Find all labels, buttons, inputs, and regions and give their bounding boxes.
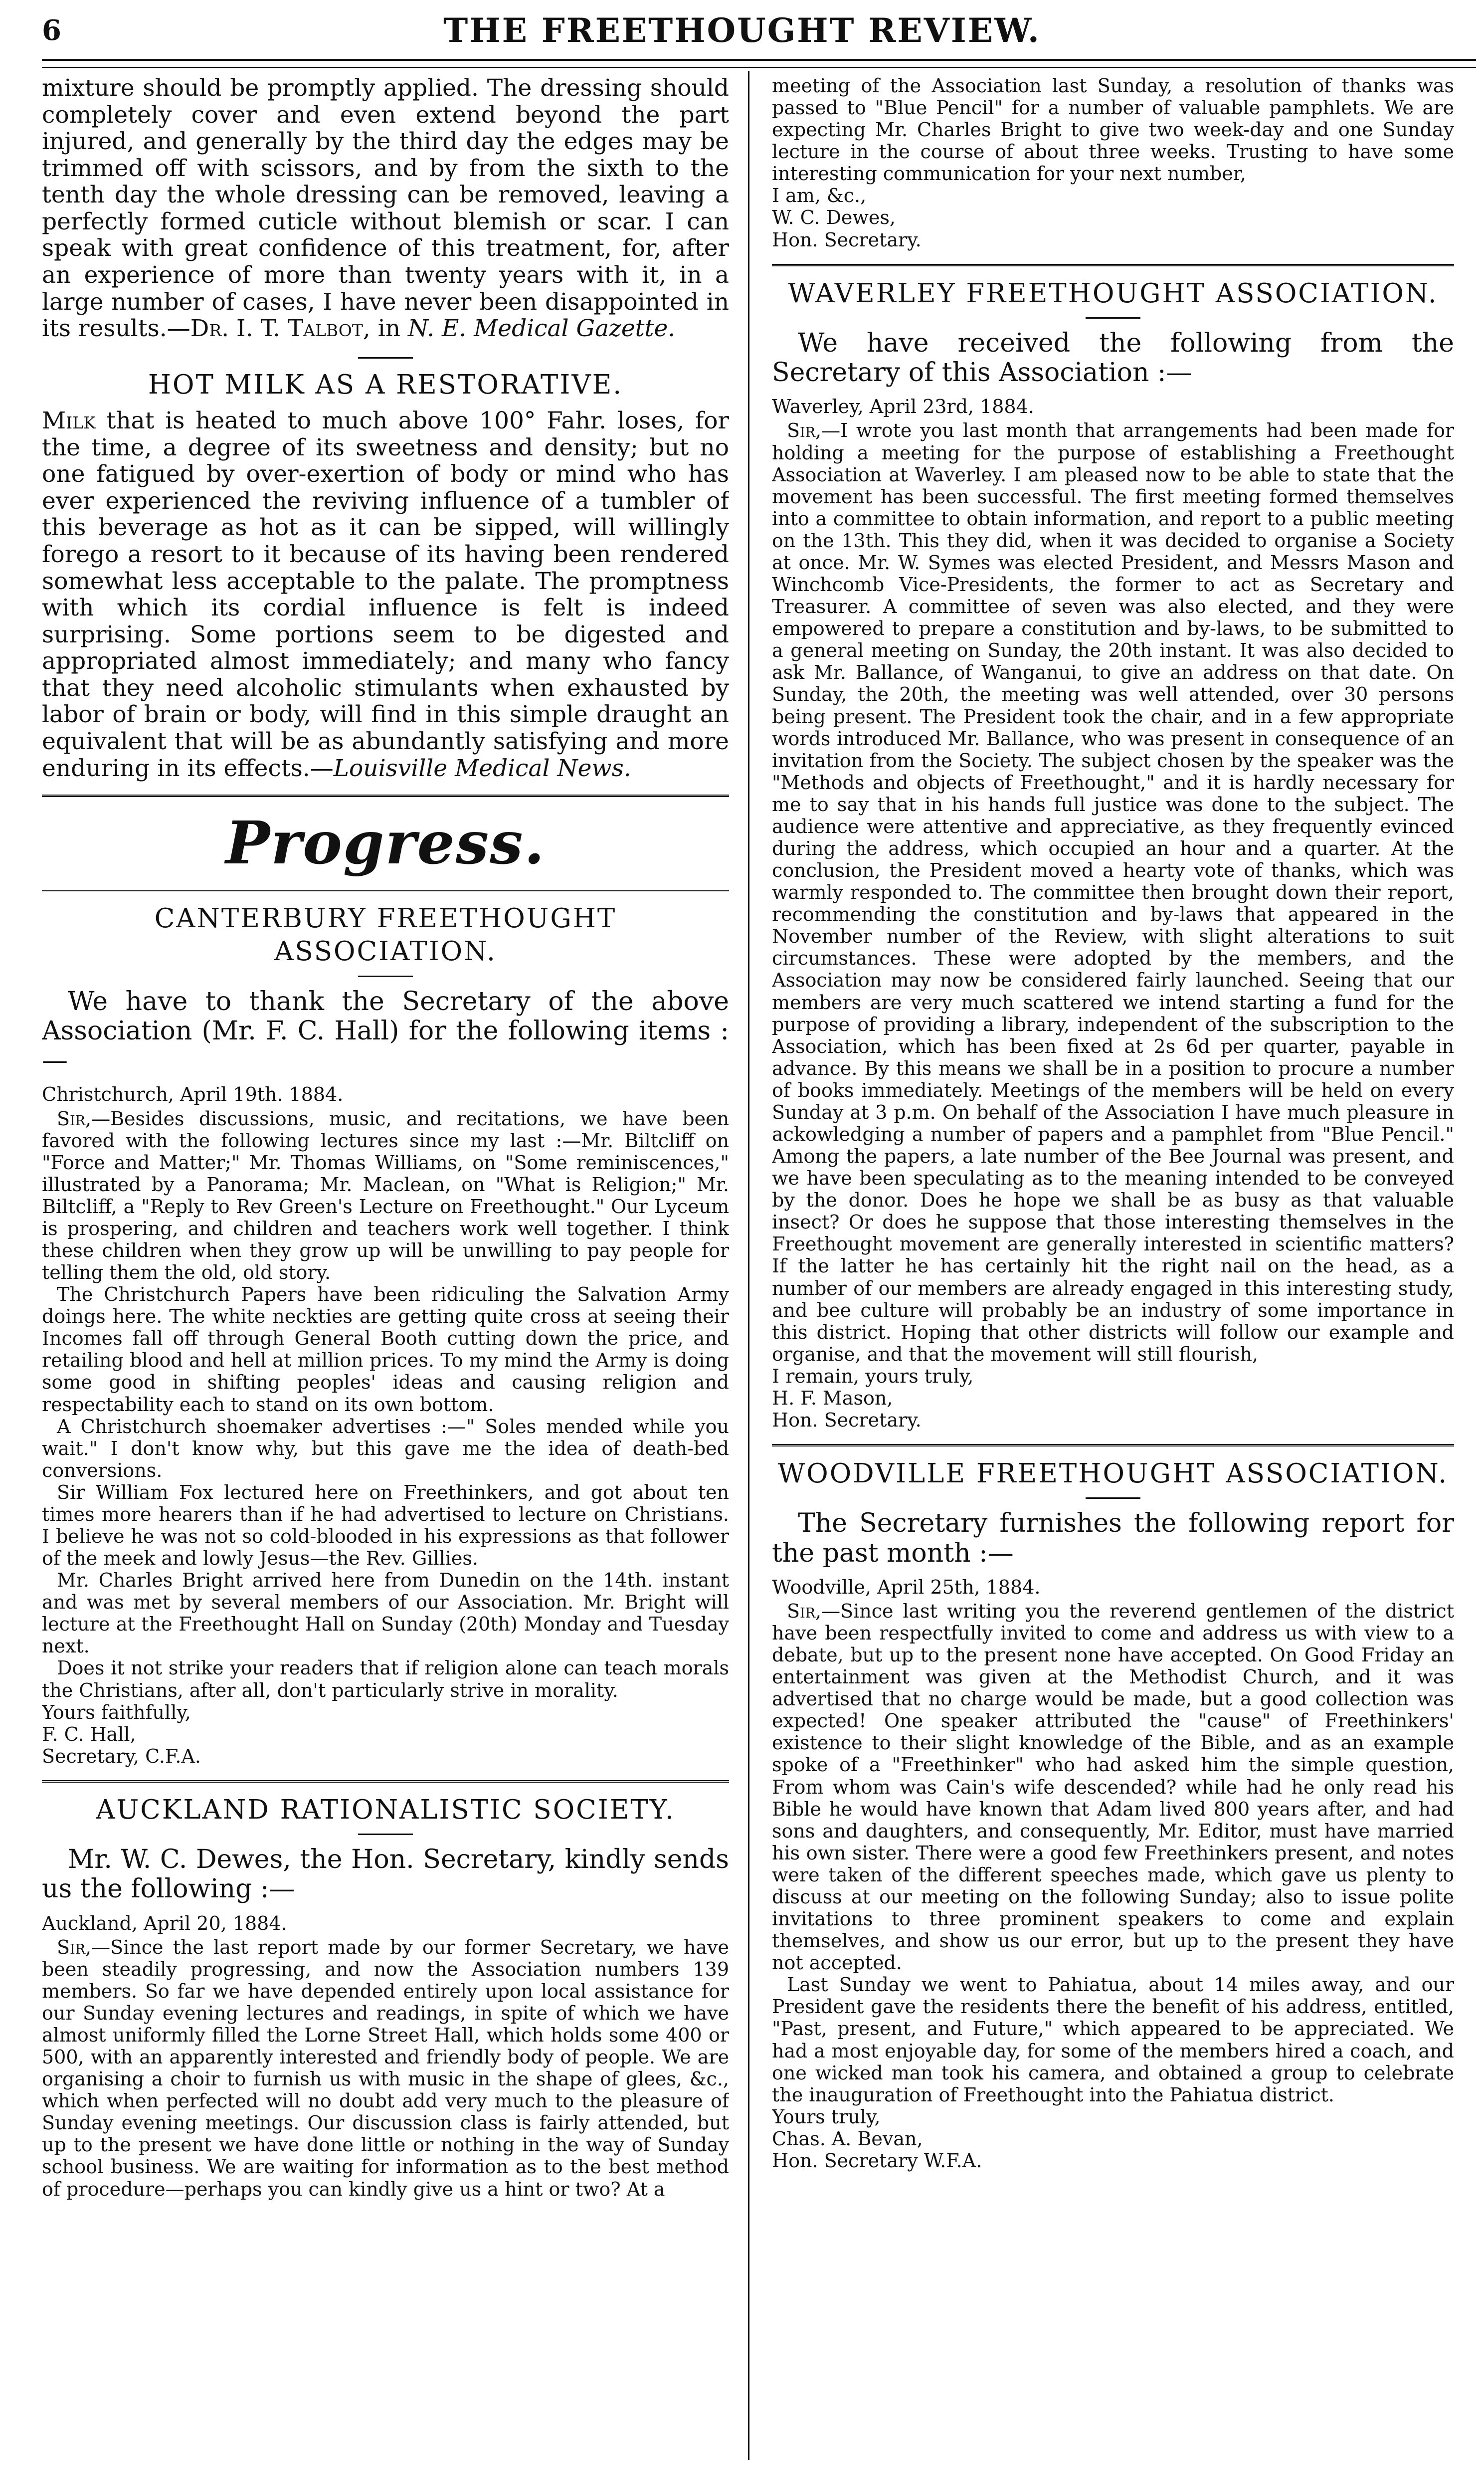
auckland-closing: I am, &c., xyxy=(772,185,867,207)
auckland-letter-continued xyxy=(772,75,1454,251)
auckland-heading: AUCKLAND RATIONALISTIC SOCIETY. xyxy=(96,1794,675,1825)
auckland-text: —Since the last report made by our former Secretary, we have been steadily progressing, and now the Association numbers 139 members. So far we have depended entirely upon local assistance for our Sunday evening lectures and readings, in spite of which we have almost uniformly filled the Lorne Street Hall, which holds some 400 or 500, with an apparently interested and friendly body of people. We are organising a choir to furnish us with music in the shape of glees, &c., which when perfected will no doubt add very much to the pleasure of Sunday evening meetings. Our discussion class is fairly attended, but up to the present we have done little or nothing in the way of Sunday school business. We are waiting for information as to the best method of procedure—perhaps you can kindly give us a hint or two? At a xyxy=(42,1936,729,2200)
hot-milk-article xyxy=(42,408,729,782)
canterbury-place-date: Christchurch, April 19th. 1884. xyxy=(42,1083,344,1106)
section-rule xyxy=(42,890,729,891)
woodville-paragraph: Last Sunday we went to Pahiatua, about 14 miles away, and our President gave the residents there the benefit of his address, entitled, "Past, present, and Future," which appeared to be appreciated. We had a most enjoyable day, for some of the members hired a coach, and one wicked man took his camera, and obtained a group to celebrate the inauguration of Freethought into the Pahiatua district. xyxy=(772,1974,1454,2106)
hot-milk-text: that is heated to much above 100° Fahr. loses, for the time, a degree of its sweetness and density; but no one fatigued by over-exertion of body or mind who has ever experienced the reviving influence of a tumbler of this beverage as hot as it can be sipped, will willingly forego a resort to it because of its having been rendered somewhat less acceptable to the palate. The promptness with which its cordial influence is felt is indeed surprising. Some portions seem to be digested and appropriated almost immediately; and many who fancy that they need alcoholic stimulants when exhausted by labor of brain or body, will find in this simple draught an equivalent that will be as abundantly satisfying and more enduring in its effects.— xyxy=(42,407,729,782)
woodville-closing: Yours truly, xyxy=(772,2105,881,2128)
waverley-text: —I wrote you last month that arrangements had been made for holding a meeting for the purpose of establishing a Freethought Association at Waverley. I am pleased now to be able to state that the movement has been successful. The first meeting formed themselves into a committee to obtain information, and report to a public meeting on the 13th. This they did, when it was decided to organise a Society at once. Mr. W. Symes was elected President, and Messrs Mason and Winchcomb Vice-Presidents, the former to act as Secretary and Treasurer. A committee of seven was also elected, and they were empowered to prepare a constitution and by-laws, to be submitted to a general meeting on Sunday, the 20th instant. It was also decided to ask Mr. Ballance, of Wanganui, to give an address on that date. On Sunday, the 20th, the meeting was well attended, over 30 persons being present. The President took the chair, and in a few appropriate words introduced Mr. Ballance, who was present in consequence of an invitation from the Society. The subject chosen by the speaker was the "Methods and objects of Freethought," and it is hardly necessary for me to say that in his hands full justice was done to the subject. The audience were attentive and appreciative, as they frequently evinced during the address, which occupied an hour and a quarter. At the conclusion, the President moved a hearty vote of thanks, which was warmly responded to. The committee then brought down their report, recommending the constitution and by-laws that appeared in the November number of the Review, with slight alterations to suit circumstances. These were adopted by the members, and the Association may now be considered fairly launched. Seeing that our members are very much scattered we intend starting a fund for the purpose of providing a library, independent of the subscription to the Association, which has been fixed at 2s 6d per quarter, payable in advance. By this means we shall be in a position to procure a number of books immediately. Meetings of the members will be held on every Sunday at 3 p.m. On behalf of the Association I have much pleasure in ackowledging a number of papers and a pamphlet from "Blue Pencil." Among the papers, a late number of the Bee Journal was present, and we have been speculating as to the meaning intended to be conveyed by the donor. Does he hope we shall be as busy as that valuable insect? Or does he suppose that those interesting themselves in the Freethought movement are generally interested in scientific matters? If the latter he has certainly hit the right nail on the head, as a number of our members are already engaged in this interesting study, and bee culture will probably be an industry of some importance in this district. Hoping that other districts will follow our example and organise, and that the movement will still flourish, xyxy=(772,419,1454,1365)
column-divider xyxy=(748,71,749,2460)
progress-title: Progress. xyxy=(225,808,546,878)
canterbury-paragraph: Does it not strike your readers that if religion alone can teach morals the Christians, after all, don't particularly strive in morality. xyxy=(42,1657,729,1701)
woodville-place-date: Woodville, April 25th, 1884. xyxy=(772,1576,1041,1598)
left-column xyxy=(42,75,729,2459)
auckland-signer: W. C. Dewes, xyxy=(772,206,896,229)
woodville-letter xyxy=(772,1576,1454,2172)
header-rule-thick xyxy=(42,59,1476,61)
woodville-signer-title: Hon. Secretary W.F.A. xyxy=(772,2149,982,2172)
dressing-source-pre: , in xyxy=(363,315,408,343)
dressing-author: Dr. I. T. Talbot xyxy=(190,315,363,343)
short-rule xyxy=(1086,317,1140,319)
waverley-lede: We have received the following from the Secretary of this Association :— xyxy=(772,328,1454,388)
canterbury-salutation: Sir, xyxy=(57,1107,92,1130)
short-rule xyxy=(358,1834,413,1835)
auckland-salutation: Sir, xyxy=(57,1936,92,1958)
short-rule xyxy=(358,357,413,359)
canterbury-closing: Yours faithfully, xyxy=(42,1701,191,1723)
waverley-salutation: Sir, xyxy=(787,419,822,442)
waverley-signer-title: Hon. Secretary. xyxy=(772,1409,922,1431)
section-rule xyxy=(772,1444,1454,1446)
canterbury-paragraph: Sir William Fox lectured here on Freethinkers, and got about ten times more hearers than if he had advertised to lecture on Christians. I believe he was not so cold-blooded in his expressions as that follower of the meek and lowly Jesus—the Rev. Gillies. xyxy=(42,1481,729,1570)
canterbury-paragraph: Mr. Charles Bright arrived here from Dunedin on the 14th. instant and was met by several members of our Association. Mr. Bright will lecture at the Freethought Hall on Sunday (20th) Monday and Tuesday next. xyxy=(42,1569,729,1657)
woodville-signer: Chas. A. Bevan, xyxy=(772,2127,923,2150)
waverley-paragraph xyxy=(772,419,1454,1365)
woodville-lede: The Secretary furnishes the following report for the past month :— xyxy=(772,1508,1454,1568)
canterbury-lede: We have to thank the Secretary of the above Association (Mr. F. C. Hall) for the following items :— xyxy=(42,986,729,1076)
canterbury-text: —Besides discussions, music, and recitations, we have been favored with the following lectures since my last :—Mr. Biltcliff on "Force and Matter;" Mr. Thomas Williams, on "Some reminiscences," illustrated by a Panorama; Mr. Maclean, on "What is Religion;" Mr. Biltcliff, a "Reply to Rev Green's Lecture on Freethought." Our Lyceum is prospering, and children and teachers work well together. I think these children when they grow up will be unwilling to pay people for telling them the old, old story. xyxy=(42,1107,729,1284)
hot-milk-first-word: Milk xyxy=(42,407,96,435)
dressing-source: N. E. Medical Gazette. xyxy=(407,315,676,343)
right-column xyxy=(772,75,1454,2449)
hot-milk-source: Louisville Medical News. xyxy=(333,754,631,782)
woodville-salutation: Sir, xyxy=(787,1600,822,1622)
canterbury-paragraph xyxy=(42,1108,729,1284)
section-rule xyxy=(42,1780,729,1783)
canterbury-paragraph: The Christchurch Papers have been ridiculing the Salvation Army doings here. The white neckties are getting quite cross at seeing their Incomes fall off through General Booth cutting down the price, and retailing blood and hell at million prices. To my mind the Army is doing some good in shifting peoples' ideas and causing religion and respectability each to stand on its own bottom. xyxy=(42,1283,729,1416)
auckland-cont-paragraph: meeting of the Association last Sunday, a resolution of thanks was passed to "Blue Pencil" for a number of valuable pamphlets. We are expecting Mr. Charles Bright to give two week-day and one Sunday lecture in the course of about three weeks. Trusting to have some interesting communication for your next number, xyxy=(772,75,1454,185)
canterbury-signer-title: Secretary, C.F.A. xyxy=(42,1745,201,1767)
woodville-paragraph xyxy=(772,1600,1454,1974)
canterbury-heading: CANTERBURY FREETHOUGHT ASSOCIATION. xyxy=(154,903,617,967)
waverley-closing: I remain, yours truly, xyxy=(772,1365,974,1387)
auckland-signer-title: Hon. Secretary. xyxy=(772,228,922,251)
dressing-paragraph xyxy=(42,75,729,342)
hot-milk-heading: HOT MILK AS A RESTORATIVE. xyxy=(148,369,623,400)
auckland-letter xyxy=(42,1912,729,2200)
canterbury-signer: F. C. Hall, xyxy=(42,1723,136,1745)
header-rule-thin xyxy=(42,67,1476,68)
woodville-heading: WOODVILLE FREETHOUGHT ASSOCIATION. xyxy=(777,1458,1449,1489)
auckland-paragraph xyxy=(42,1936,729,2200)
short-rule xyxy=(358,976,413,977)
waverley-signer: H. F. Mason, xyxy=(772,1387,893,1409)
page-number: 6 xyxy=(42,14,61,47)
section-rule xyxy=(42,795,729,797)
dressing-article xyxy=(42,75,729,342)
canterbury-paragraph: A Christchurch shoemaker advertises :—" Soles mended while you wait." I don't know why, but this gave me the idea of death-bed conversions. xyxy=(42,1415,729,1481)
running-title: THE FREETHOUGHT REVIEW. xyxy=(443,11,1041,50)
hot-milk-paragraph xyxy=(42,408,729,782)
woodville-text: —Since last writing you the reverend gentlemen of the district have been respectfully invited to come and address us with view to a debate, but up to the present none have accepted. On Good Friday an entertainment was given at the Methodist Church, and it was advertised that no charge would be made, but a good collection was expected! One speaker attributed the "cause" of Freethinkers' existence to their slight knowledge of the Bible, and as an example spoke of a "Freethinker" who had asked him the simple question, From whom was Cain's wife descended? while had he only read his Bible he would have known that Adam lived 800 years after, and had sons and daughters, and consequently, Mr. Editor, must have married his own sister. There were a good few Freethinkers present, and notes were taken of the different speeches made, which gave us plenty to discuss at our meeting on the following Sunday; also to issue polite invitations to three prominent speakers to come and explain themselves, and show us our error, but up to the present they have not accepted. xyxy=(772,1600,1454,1974)
auckland-lede: Mr. W. C. Dewes, the Hon. Secretary, kindly sends us the following :— xyxy=(42,1845,729,1904)
canterbury-letter xyxy=(42,1083,729,1767)
waverley-heading: WAVERLEY FREETHOUGHT ASSOCIATION. xyxy=(788,278,1438,309)
short-rule xyxy=(1086,1497,1140,1499)
section-rule xyxy=(772,264,1454,266)
dressing-text: mixture should be promptly applied. The dressing should completely cover and even extend beyond the part injured, and generally by the third day the edges may be trimmed off with scissors, and by from the sixth to the tenth day the whole dressing can be removed, leaving a perfectly formed cuticle without blemish or scar. I can speak with great confidence of this treatment, for, after an experience of more than twenty years with it, in a large number of cases, I have never been disappointed in its results.— xyxy=(42,75,729,343)
auckland-place-date: Auckland, April 20, 1884. xyxy=(42,1912,287,1934)
waverley-place-date: Waverley, April 23rd, 1884. xyxy=(772,396,1034,418)
waverley-letter xyxy=(772,396,1454,1431)
